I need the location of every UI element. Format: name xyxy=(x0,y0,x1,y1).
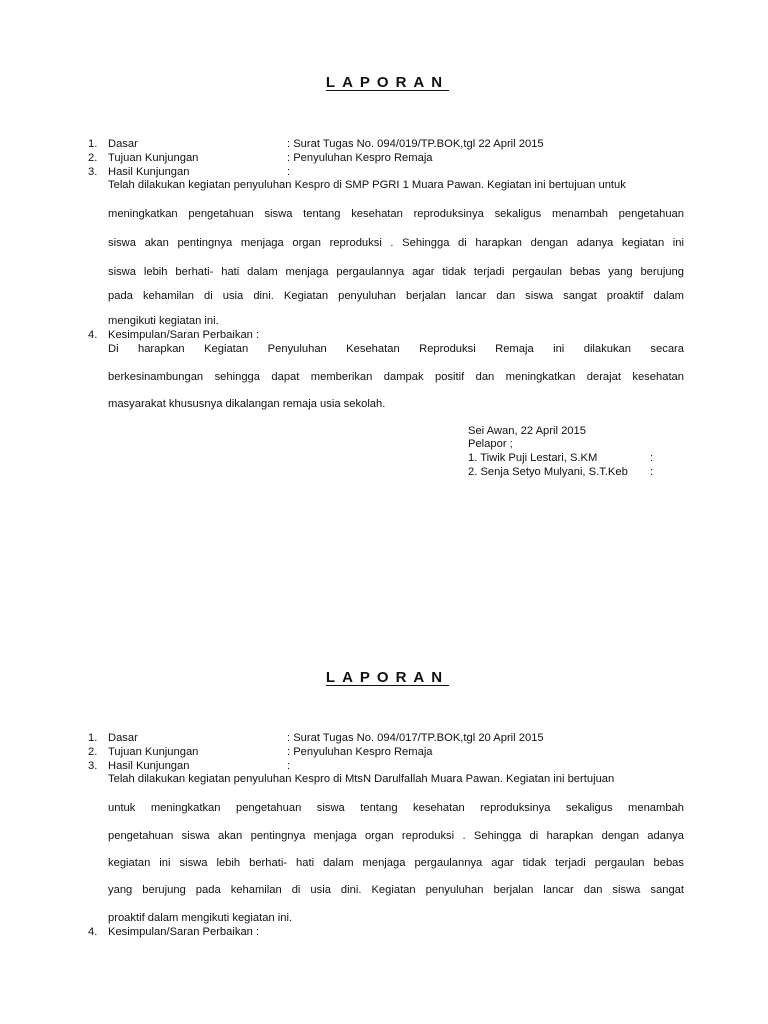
kesimpulan-paragraph-line: masyarakat khususnya dikalangan remaja usia sekolah. xyxy=(108,398,386,410)
item-number: 4. xyxy=(88,926,98,938)
hasil-paragraph-line: meningkatkan pengetahuan siswa tentang kesehatan reproduksinya sekaligus menambah pengetahuan xyxy=(108,208,684,220)
hasil-paragraph-line: pengetahuan siswa akan pentingnya menjaga organ reproduksi . Sehingga di harapkan dengan adanya xyxy=(108,830,684,842)
report-title xyxy=(0,669,768,687)
item-label-dasar: Dasar xyxy=(108,732,138,744)
item-number: 3. xyxy=(88,760,98,772)
item-value-tujuan: : Penyuluhan Kespro Remaja xyxy=(287,746,433,758)
item-label-kesimpulan: Kesimpulan/Saran Perbaikan : xyxy=(108,329,260,341)
signature-pelapor-label: Pelapor ; xyxy=(468,438,513,450)
hasil-paragraph-line: siswa akan pentingnya menjaga organ reproduksi . Sehingga di harapkan dengan adanya kegiatan ini xyxy=(108,237,684,249)
kesimpulan-paragraph-line: Di harapkan Kegiatan Penyuluhan Kesehatan Reproduksi Remaja ini dilakukan secara xyxy=(108,343,684,355)
item-value-dasar: : Surat Tugas No. 094/019/TP.BOK,tgl 22 April 2015 xyxy=(287,138,544,150)
signature-colon: : xyxy=(650,452,654,464)
hasil-paragraph-line: kegiatan ini siswa lebih berhati- hati dalam menjaga pergaulannya agar tidak terjadi pergaulan bebas xyxy=(108,857,684,869)
hasil-paragraph-line: siswa lebih berhati- hati dalam menjaga pergaulannya agar tidak terjadi pergaulan bebas yang berujung xyxy=(108,266,684,278)
report-title-text: LAPORAN xyxy=(325,669,450,686)
signature-colon: : xyxy=(650,466,654,478)
item-value-hasil: : xyxy=(287,760,291,772)
kesimpulan-paragraph-line: berkesinambungan sehingga dapat memberikan dampak positif dan meningkatkan derajat kesehatan xyxy=(108,371,684,383)
item-label-tujuan: Tujuan Kunjungan xyxy=(108,152,199,164)
hasil-paragraph-line: untuk meningkatkan pengetahuan siswa tentang kesehatan reproduksinya sekaligus menambah xyxy=(108,802,684,814)
hasil-paragraph-line: pada kehamilan di usia dini. Kegiatan penyuluhan berjalan lancar dan siswa sangat proaktif dalam xyxy=(108,290,684,302)
item-label-hasil: Hasil Kunjungan xyxy=(108,760,190,772)
item-label-tujuan: Tujuan Kunjungan xyxy=(108,746,199,758)
report-title-text: LAPORAN xyxy=(325,74,450,91)
hasil-paragraph-line: Telah dilakukan kegiatan penyuluhan Kespro di SMP PGRI 1 Muara Pawan. Kegiatan ini bertujuan untuk xyxy=(108,179,626,191)
item-number: 1. xyxy=(88,138,98,150)
item-label-dasar: Dasar xyxy=(108,138,138,150)
item-number: 1. xyxy=(88,732,98,744)
signature-place-date: Sei Awan, 22 April 2015 xyxy=(468,425,586,437)
hasil-paragraph-line: Telah dilakukan kegiatan penyuluhan Kespro di MtsN Darulfallah Muara Pawan. Kegiatan ini bertujuan xyxy=(108,773,615,785)
report-title xyxy=(0,74,768,92)
item-value-tujuan: : Penyuluhan Kespro Remaja xyxy=(287,152,433,164)
signature-reporter-2: 2. Senja Setyo Mulyani, S.T.Keb xyxy=(468,466,628,478)
item-label-kesimpulan: Kesimpulan/Saran Perbaikan : xyxy=(108,926,260,938)
item-label-hasil: Hasil Kunjungan xyxy=(108,166,190,178)
item-number: 2. xyxy=(88,152,98,164)
hasil-paragraph-line: yang berujung pada kehamilan di usia dini. Kegiatan penyuluhan berjalan lancar dan siswa sangat xyxy=(108,884,684,896)
item-value-hasil: : xyxy=(287,166,291,178)
item-number: 4. xyxy=(88,329,98,341)
hasil-paragraph-line: mengikuti kegiatan ini. xyxy=(108,315,219,327)
signature-reporter-1: 1. Tiwik Puji Lestari, S.KM xyxy=(468,452,598,464)
item-number: 3. xyxy=(88,166,98,178)
item-value-dasar: : Surat Tugas No. 094/017/TP.BOK,tgl 20 April 2015 xyxy=(287,732,544,744)
item-number: 2. xyxy=(88,746,98,758)
hasil-paragraph-line: proaktif dalam mengikuti kegiatan ini. xyxy=(108,912,293,924)
